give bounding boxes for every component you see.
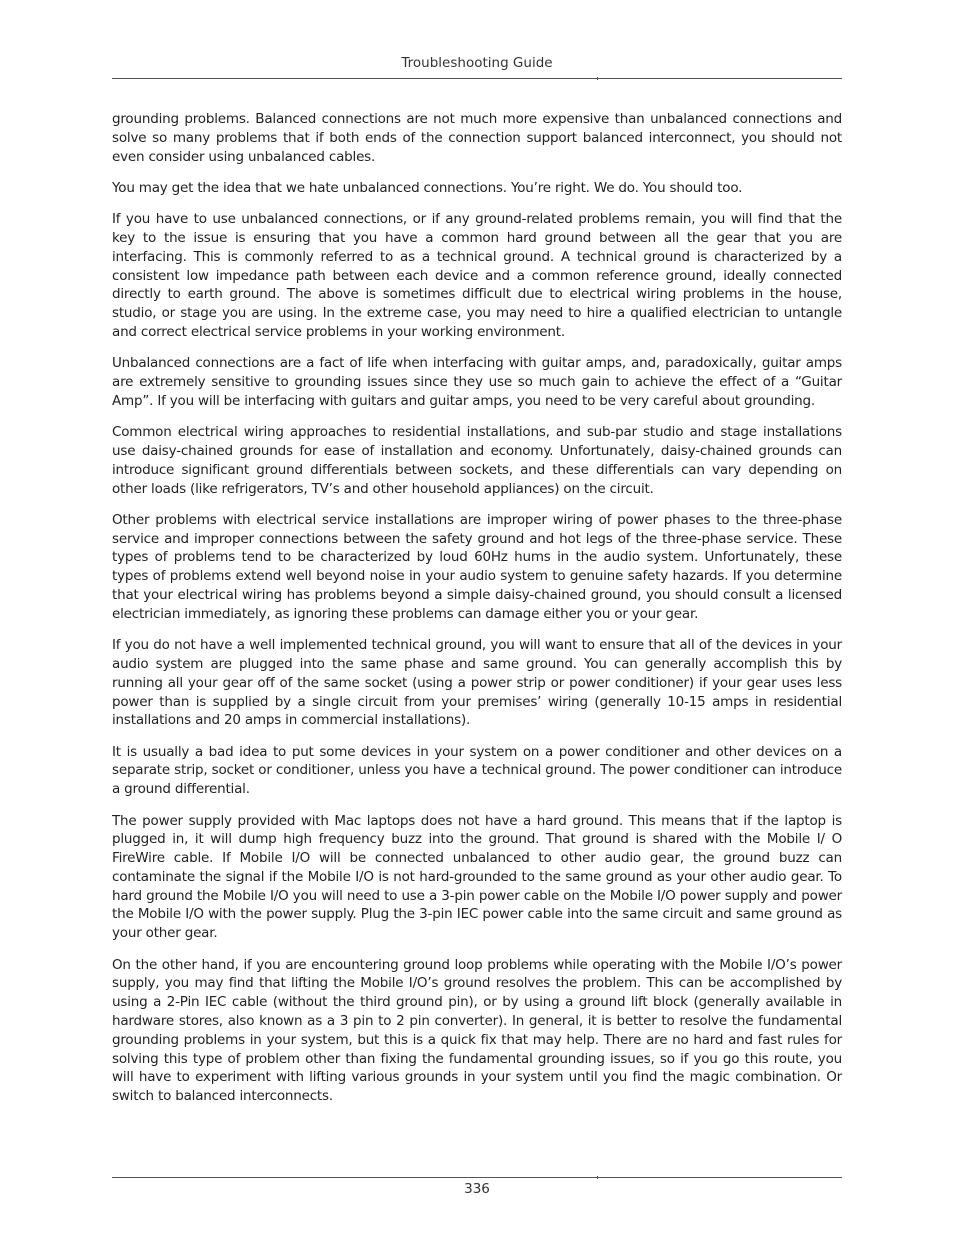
paragraph-5: Common electrical wiring approaches to residential installations, and sub-par studio and stage installations use daisy-chained grounds for ease of installation and economy. Unfortunately, daisy-chained grounds can introduce significant ground differentials between sockets, and these differentials can vary depending on other loads (like refrigerators, TV’s and other household appliances) on the circuit. bbox=[112, 424, 842, 497]
paragraph-9: The power supply provided with Mac laptops does not have a hard ground. This means that if the laptop is plugged in, it will dump high frequency buzz into the ground. That ground is shared with the Mobile I/ O FireWire cable. If Mobile I/O will be connected unbalanced to other audio gear, the ground buzz can contaminate the signal if the Mobile I/O is not hard-grounded to the same ground as your other audio gear. To hard ground the Mobile I/O you will need to use a 3-pin power cable on the Mobile I/O power supply and power the Mobile I/O with the power supply. Plug the 3-pin IEC power cable into the same circuit and same ground as your other gear. bbox=[112, 812, 842, 942]
header-rule bbox=[112, 78, 842, 79]
paragraph-10: On the other hand, if you are encountering ground loop problems while operating with the Mobile I/O’s power supply, you may find that lifting the Mobile I/O’s ground resolves the problem. This can be accomplished by using a 2-Pin IEC cable (without the third ground pin), or by using a ground lift block (generally available in hardware stores, also known as a 3 pin to 2 pin converter). In general, it is better to resolve the fundamental grounding problems in your system, but this is a quick fix that may help. There are no hard and fast rules for solving this type of problem other than fixing the fundamental grounding issues, so if you go this route, you will have to experiment with lifting various grounds in your system until you find the magic combination. Or switch to balanced interconnects. bbox=[112, 956, 842, 1105]
paragraph-3: If you have to use unbalanced connections, or if any ground-related problems remain, you will find that the key to the issue is ensuring that you have a common hard ground between all the gear that you are interfacing. This is commonly referred to as a technical ground. A technical ground is characterized by a consistent low impedance path between each device and a common reference ground, ideally connected directly to earth ground. The above is sometimes difficult due to electrical wiring problems in the house, studio, or stage you are using. In the extreme case, you may need to hire a qualified electrician to untangle and correct electrical service problems in your working environment. bbox=[112, 211, 842, 340]
paragraph-4: Unbalanced connections are a fact of life when interfacing with guitar amps, and, paradoxically, guitar amps are extremely sensitive to grounding issues since they use so much gain to achieve the effect of a “Guitar Amp”. If you will be interfacing with guitars and guitar amps, you need to be very careful about grounding. bbox=[112, 355, 842, 409]
body-content bbox=[112, 110, 842, 1118]
paragraph-1: grounding problems. Balanced connections are not much more expensive than unbalanced connections and solve so many problems that if both ends of the connection support balanced interconnect, you should not even consider using unbalanced cables. bbox=[112, 111, 842, 165]
header-rule-tick bbox=[597, 77, 598, 80]
footer-rule bbox=[112, 1177, 842, 1178]
paragraph-2: You may get the idea that we hate unbalanced connections. You’re right. We do. You should too. bbox=[112, 179, 743, 196]
paragraph-6: Other problems with electrical service installations are improper wiring of power phases to the three-phase service and improper connections between the safety ground and hot legs of the three-phase service. These types of problems tend to be characterized by loud 60Hz hums in the audio system. Unfortunately, these types of problems extend well beyond noise in your audio system to genuine safety hazards. If you determine that your electrical wiring has problems beyond a simple daisy-chained ground, you should consult a licensed electrician immediately, as ignoring these problems can damage either you or your gear. bbox=[112, 511, 842, 622]
page-number: 336 bbox=[464, 1181, 490, 1197]
paragraph-8: It is usually a bad idea to put some devices in your system on a power conditioner and other devices on a separate strip, socket or conditioner, unless you have a technical ground. The power conditioner can introduce a ground differential. bbox=[112, 743, 842, 798]
paragraph-7: If you do not have a well implemented technical ground, you will want to ensure that all of the devices in your audio system are plugged into the same phase and same ground. You can generally accomplish this by running all your gear off of the same socket (using a power strip or power conditioner) if your gear uses less power than is supplied by a single circuit from your premises’ wiring (generally 10-15 amps in residential installations and 20 amps in commercial installations). bbox=[112, 637, 842, 729]
footer-rule-tick bbox=[597, 1176, 598, 1179]
page-header-title: Troubleshooting Guide bbox=[401, 55, 553, 71]
